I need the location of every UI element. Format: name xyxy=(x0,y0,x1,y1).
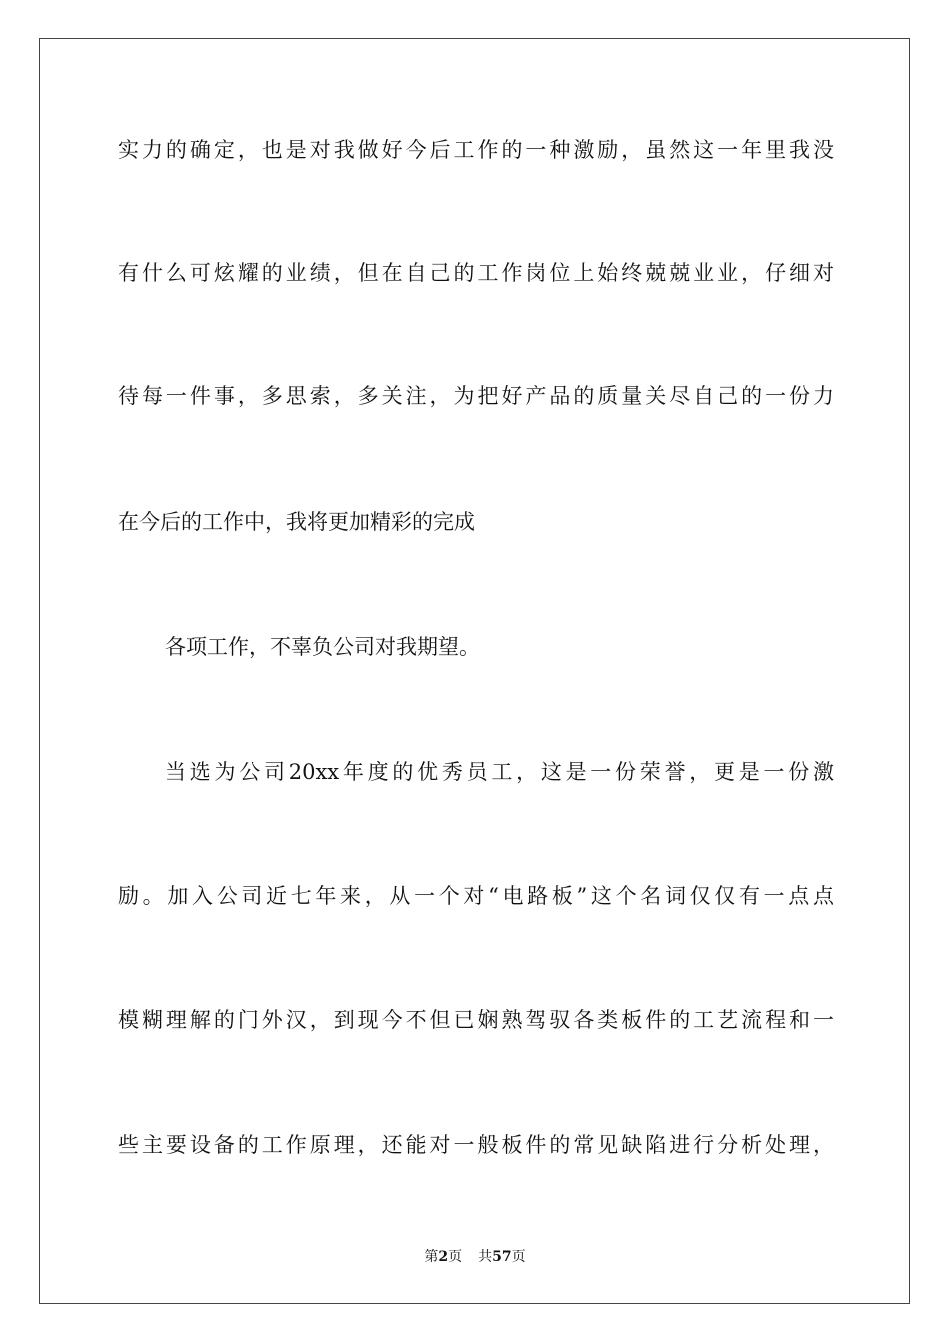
body-line-4: 在今后的工作中，我将更加精彩的完成 xyxy=(118,510,475,534)
body-line-9: 些主要设备的工作原理，还能对一般板件的常见缺陷进行分析处理， xyxy=(118,1133,834,1157)
page-footer xyxy=(0,1246,950,1266)
page-border xyxy=(39,38,910,1304)
body-line-5: 各项工作，不辜负公司对我期望。 xyxy=(165,635,480,659)
body-line-1: 实力的确定，也是对我做好今后工作的一种激励，虽然这一年里我没 xyxy=(118,138,834,162)
body-line-7: 励。加入公司近七年来，从一个对“电路板”这个名词仅仅有一点点 xyxy=(118,884,834,908)
total-prefix: 共 xyxy=(478,1249,493,1265)
body-line-6: 当选为公司20xx年度的优秀员工，这是一份荣誉，更是一份激 xyxy=(165,760,834,784)
body-line-2: 有什么可炫耀的业绩，但在自己的工作岗位上始终兢兢业业，仔细对 xyxy=(118,261,834,285)
page-number: 2 xyxy=(438,1249,449,1265)
total-suffix: 页 xyxy=(511,1249,526,1265)
body-line-8: 模糊理解的门外汉，到现今不但已娴熟驾驭各类板件的工艺流程和一 xyxy=(118,1008,834,1032)
body-line-3: 待每一件事，多思索，多关注，为把好产品的质量关尽自己的一份力 xyxy=(118,384,834,408)
page-suffix: 页 xyxy=(448,1249,463,1265)
total-pages: 57 xyxy=(492,1249,512,1265)
page-prefix: 第 xyxy=(424,1249,439,1265)
